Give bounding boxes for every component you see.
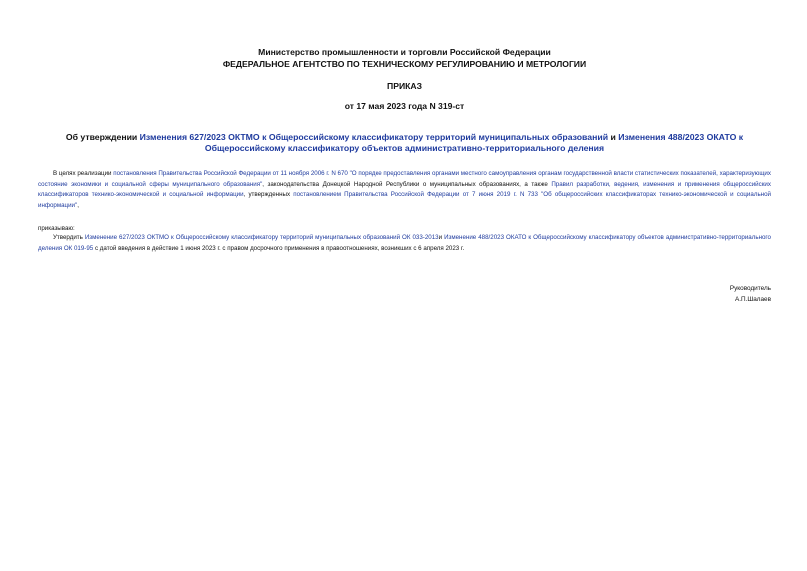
signature-name: А.П.Шалаев bbox=[734, 296, 771, 303]
title-mid: и bbox=[608, 132, 619, 142]
link-resolution-670[interactable]: постановления Правительства Российской Федерации от 11 ноября 2006 г. N 670 "О порядке предоставления органами местного самоуправления органам государственной власти статистических показателей, характеризующих состояние экономики и социальной сферы муниципального образования" bbox=[38, 170, 771, 188]
order-text-1: Утвердить bbox=[53, 234, 85, 241]
document-date: от 17 мая 2023 года N 319-ст bbox=[344, 101, 465, 111]
preamble-text-4: , bbox=[77, 201, 79, 209]
orders-label: приказываю: bbox=[38, 225, 75, 232]
preamble-text-3: , утвержденных bbox=[243, 191, 294, 198]
order-paragraph bbox=[38, 233, 771, 254]
preamble-paragraph bbox=[38, 169, 771, 211]
link-resolution-733[interactable]: постановлением Правительства Российской Федерации от 7 июня 2019 г. N 733 "Об общероссийских классификаторах технико-экономической и социальной информации" bbox=[38, 191, 771, 209]
signature-title: Руководитель bbox=[729, 285, 771, 292]
document-type: ПРИКАЗ bbox=[387, 81, 422, 91]
order-text-2: и bbox=[438, 234, 445, 241]
document-page bbox=[38, 0, 771, 571]
document-title bbox=[38, 132, 771, 154]
agency-name: ФЕДЕРАЛЬНОЕ АГЕНТСТВО ПО ТЕХНИЧЕСКОМУ РЕГУЛИРОВАНИЮ И МЕТРОЛОГИИ bbox=[222, 59, 587, 69]
link-change-oktmo[interactable]: Изменение 627/2023 ОКТМО к Общероссийскому классификатору территорий муниципальных образований ОК 033-2013 bbox=[84, 234, 439, 241]
link-change-okato[interactable]: Изменение 488/2023 ОКАТО к Общероссийскому классификатору объектов административно-территориального деления ОК 019-95 bbox=[38, 234, 771, 252]
order-text-3: с датой введения в действие 1 июня 2023 г. с правом досрочного применения в правоотношениях, возникших с 6 апреля 2023 г. bbox=[93, 244, 465, 252]
ministry-name: Министерство промышленности и торговли Российской Федерации bbox=[258, 47, 551, 57]
link-rules[interactable]: Правил разработки, ведения, изменения и применения общероссийских классификаторов технико-экономической и социальной информации bbox=[38, 180, 771, 198]
title-prefix: Об утверждении bbox=[65, 132, 140, 142]
preamble-text-2: , законодательства Донецкой Народной Республики о муниципальных образованиях, а также bbox=[262, 180, 552, 188]
preamble-text-1: В целях реализации bbox=[53, 170, 114, 177]
title-link-oktmo[interactable]: Изменения 627/2023 ОКТМО к Общероссийскому классификатору территорий муниципальных образований bbox=[139, 132, 609, 142]
title-link-okato[interactable]: Изменения 488/2023 ОКАТО к Общероссийскому классификатору объектов административно-территориального деления bbox=[204, 132, 744, 153]
